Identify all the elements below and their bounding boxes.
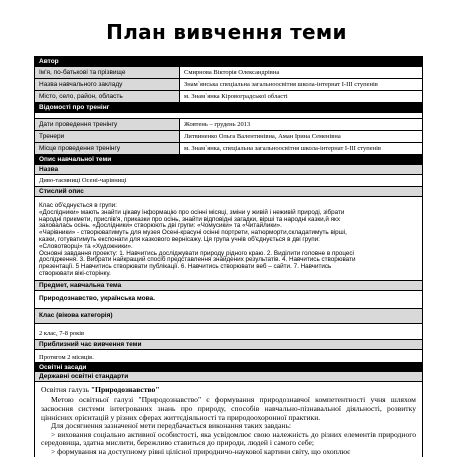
- summary-line: казки, готуватимуть експонати для казкового вернісажу. Ця група учнів об'єднується в дві групи:: [39, 235, 320, 243]
- training-place-value: м. Знам`янка, спеціальна загальноосвітня школа-інтернат І-ІІІ ступенів: [184, 145, 381, 152]
- standards-paragraph: Для досягнення зазначеної мети передбачається виконання таких завдань:: [51, 421, 292, 431]
- training-row-dates: [35, 119, 422, 131]
- summary-line: створювати вікі-сторінку.: [39, 269, 111, 277]
- training-row-trainers: [35, 131, 422, 143]
- time-label: Приблизний час вивчення теми: [35, 340, 422, 350]
- standards-paragraph: Метою освітньої галузі "Природознавство" є формування природознавчої компетентності учня шляхом засвоєння системи інтегрованих знань про природу, способів навчально-пізнавальної діяльності, розвитку ціннісних орієнтацій у різних сферах життєдіяльності та природоохоронної практики.: [41, 395, 416, 422]
- standards-lead: Освітня галузь: [41, 384, 91, 394]
- summary-line: заховалась осінь. «Дослідники» створюють дві групи: «Чомусики» та «Читайлики».: [39, 222, 282, 230]
- training-row-place: [35, 143, 422, 155]
- author-place-label: Місто, село, район, область: [35, 91, 180, 102]
- summary-line: «Словотворці» та «Художники».: [39, 242, 133, 250]
- author-place-value: м. Знам`янка Кіровоградської області: [184, 93, 288, 100]
- summary-line: Клас об'єднується в групи:: [39, 202, 117, 209]
- summary-line: презентації. 5 Навчитись створювати публікації. 6. Навчитись створювати веб – сайти. 7. Навчитись: [39, 263, 332, 271]
- grade-value: 2 клас, 7-8 років: [35, 324, 422, 340]
- training-header: Відомості про тренінг: [35, 103, 422, 113]
- summary-line: «Чарівники» - створюватимуть для музея Осені-красуні осінні портрети, натюрморти,складатимуть вірші,: [39, 229, 347, 237]
- standards-paragraph: [41, 386, 416, 395]
- grade-label: Клас (вікова категорія): [35, 309, 422, 324]
- training-trainers-value: Литвиненко Ольга Валентинівна, Аман Ірина Семенівна: [184, 133, 341, 140]
- topic-name-value: Диво-таємниці Осені-чарівниці: [35, 175, 422, 187]
- summary-text: [35, 197, 422, 281]
- training-dates-value: Жовтень – грудень 2013: [184, 121, 251, 128]
- summary-line: народні прикмети, прислів'я, приказки про осінь, знайти відповідні загадки, вірші та народні казки,й якх: [39, 215, 340, 223]
- plan-table: [34, 56, 423, 457]
- standards-text: [35, 382, 422, 457]
- standards-paragraph: > формування на доступному рівні цілісної природничо-наукової картини світу, що охоплює: [51, 446, 351, 456]
- author-row-name: [35, 67, 422, 79]
- author-header: Автор: [35, 57, 422, 67]
- overview-header: Опис навчальної теми: [35, 155, 422, 165]
- subject-label: Предмет, навчальна тема: [35, 281, 422, 291]
- summary-line: Основні завдання проекту: 1. Навчитись досліджувати природу рідного краю. 2. Виділити головне в процесі: [39, 249, 354, 257]
- page-title: План вивчення теми: [106, 20, 347, 44]
- author-school-value: Знам`янська спеціальна загальноосвітня школа-інтернат І-ІІІ ступенів: [184, 81, 378, 88]
- training-dates-label: Дати проведення тренінгу: [35, 119, 180, 130]
- subject-value: Природознавство, українська мова.: [35, 291, 422, 309]
- training-place-label: Місце проведення тренінгу: [35, 143, 180, 154]
- summary-label: Стислий опис: [35, 187, 422, 197]
- standards-paragraph: > виховання соціально активної особистості, яка усвідомлює свою належність до різних елементів природного середовища, здатна мислити, бережливо ставиться до природи, людей і самого себе;: [41, 429, 416, 448]
- summary-line: дослідження. 3. Вибрати найкращий спосіб представлення знайдених результатів. 4. Навчитись створювати: [39, 256, 356, 264]
- author-row-school: [35, 79, 422, 91]
- author-row-place: [35, 91, 422, 103]
- principles-header: Освітні засади: [35, 363, 422, 372]
- training-trainers-label: Тренери: [35, 131, 180, 142]
- time-value: Протягом 2 місяців.: [35, 350, 422, 363]
- standards-label: Державні освітні стандарти: [35, 372, 422, 382]
- topic-name-label: Назва: [35, 165, 422, 175]
- author-name-value: Смирнова Вікторія Олександрівна: [184, 69, 280, 76]
- author-name-label: Ім'я, по-батькові та прізвище: [35, 67, 180, 78]
- summary-line: «Дослідники» мають знайти цікаву інформацію про осінні місяці, зміни у живій і неживій природі, зібрати: [39, 208, 345, 216]
- standards-bold: "Природознавство": [90, 384, 160, 394]
- author-school-label: Назва навчального закладу: [35, 79, 180, 90]
